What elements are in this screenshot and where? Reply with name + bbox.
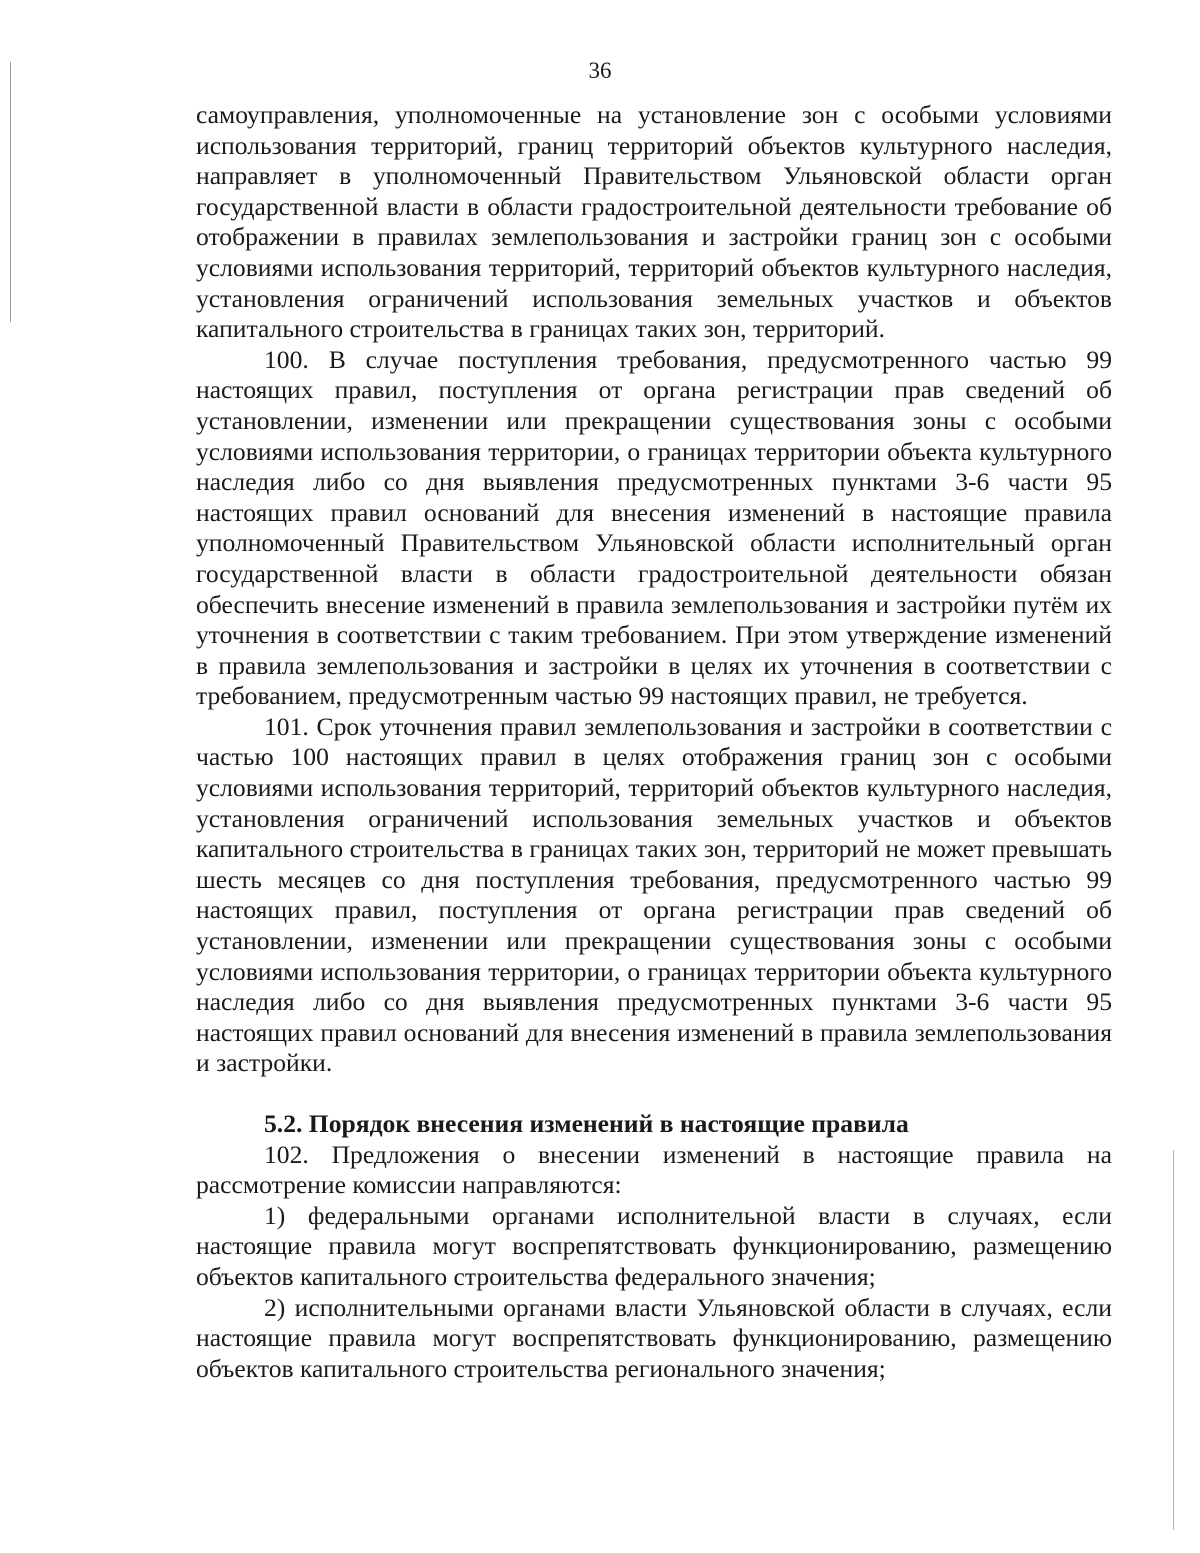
scan-edge-mark [1173, 1150, 1174, 1530]
list-item-2: 2) исполнительными органами власти Ульяновской области в случаях, если настоящие правила могут воспрепятствовать функционированию, размещению объектов капитального строительства регионального значения; [196, 1292, 1112, 1383]
page-number: 36 [588, 58, 612, 83]
list-item-1: 1) федеральными органами исполнительной власти в случаях, если настоящие правила могут воспрепятствовать функционированию, размещению объектов капитального строительства федерального значения; [196, 1200, 1112, 1291]
scan-edge-mark [10, 62, 11, 322]
paragraph-continuation: самоуправления, уполномоченные на установление зон с особыми условиями использования территорий, границ территорий объектов культурного наследия, направляет в уполномоченный Правительством Ульяновской области орган государственной власти в области градостроительной деятельности требование об отображении в правилах землепользования и застройки границ зон с особыми условиями использования территорий, территорий объектов культурного наследия, установления ограничений использования земельных участков и объектов капитального строительства в границах таких зон, территорий. [196, 100, 1112, 344]
section-heading: 5.2. Порядок внесения изменений в настоящие правила [264, 1109, 909, 1138]
paragraph-102: 102. Предложения о внесении изменений в настоящие правила на рассмотрение комиссии направляются: [196, 1139, 1112, 1200]
paragraph-100: 100. В случае поступления требования, предусмотренного частью 99 настоящих правил, поступления от органа регистрации прав сведений об установлении, изменении или прекращении существования зоны с особыми условиями использования территории, о границах территории объекта культурного наследия либо со дня выявления предусмотренных пунктами 3-6 части 95 настоящих правил оснований для внесения изменений в настоящие правила уполномоченный Правительством Ульяновской области исполнительный орган государственной власти в области градостроительной деятельности обязан обеспечить внесение изменений в правила землепользования и застройки путём их уточнения в соответствии с таким требованием. При этом утверждение изменений в правила землепользования и застройки в целях их уточнения в соответствии с требованием, предусмотренным частью 99 настоящих правил, не требуется. [196, 344, 1112, 711]
paragraph-101: 101. Срок уточнения правил землепользования и застройки в соответствии с частью 100 настоящих правил в целях отображения границ зон с особыми условиями использования территорий, территорий объектов культурного наследия, установления ограничений использования земельных участков и объектов капитального строительства в границах таких зон, территорий не может превышать шесть месяцев со дня поступления требования, предусмотренного частью 99 настоящих правил, поступления от органа регистрации прав сведений об установлении, изменении или прекращении существования зоны с особыми условиями использования территории, о границах территории объекта культурного наследия либо со дня выявления предусмотренных пунктами 3-6 части 95 настоящих правил оснований для внесения изменений в правила землепользования и застройки. [196, 711, 1112, 1078]
document-body [196, 100, 1112, 1384]
